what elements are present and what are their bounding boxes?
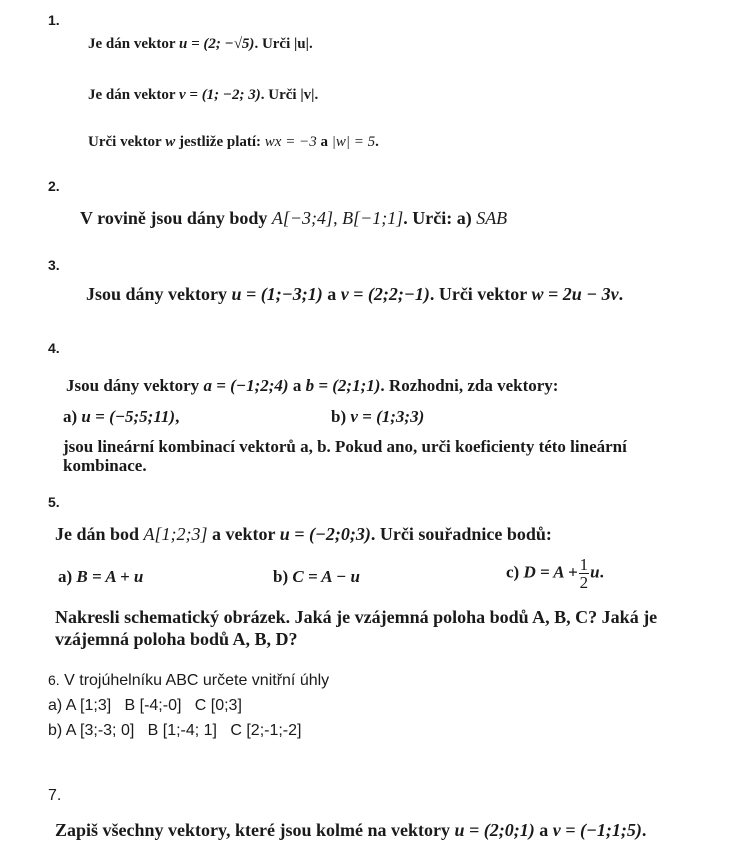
exercise-1b-math: v = (1; −2; 3) [178, 87, 261, 103]
exercise-3-m3: w = 2u − 3v [531, 284, 619, 304]
exercise-7-text: Zapiš všechny vektory, které jsou kolmé na vektory [55, 820, 455, 840]
exercise-7 [55, 820, 646, 841]
exercise-number-2: 2. [48, 178, 60, 194]
exercise-1c-mid: jestliže platí: [175, 134, 265, 150]
exercise-6a-label: a) [48, 697, 63, 714]
exercise-number-4: 4. [48, 340, 60, 356]
exercise-4-line3: jsou lineární kombinací vektorů a, b. Pokud ano, urči koeficienty této lineární kombinace. [63, 437, 627, 475]
exercise-3-tail: . [618, 284, 624, 304]
exercise-6b [48, 722, 301, 740]
exercise-3-a: a [322, 284, 341, 304]
exercise-1c-var: w [165, 134, 176, 150]
exercise-3-m2: v = (2;2;−1) [340, 284, 430, 304]
exercise-1c-a: a [316, 134, 332, 150]
exercise-6b-label: b) [48, 722, 63, 739]
exercise-3-m1: u = (1;−3;1) [231, 284, 323, 304]
exercise-4a [63, 407, 179, 427]
exercise-1c [88, 134, 379, 151]
exercise-2-m2: B[−1;1] [342, 208, 404, 228]
exercise-5-m2: u = (−2;0;3) [279, 524, 371, 544]
exercise-6b-point-c: C [2;-1;-2] [230, 722, 302, 739]
exercise-4-a: a [288, 376, 306, 395]
exercise-5a [58, 567, 143, 587]
exercise-1a-tail: . Urči |u|. [254, 36, 313, 52]
exercise-7-m2: v = (−1;1;5) [552, 820, 642, 840]
exercise-4b-math: v = (1;3;3) [350, 407, 425, 426]
exercise-7-tail: . [641, 820, 647, 840]
exercise-1c-tail: . [375, 134, 379, 150]
exercise-6b-point-b: B [1;-4; 1] [147, 722, 217, 739]
exercise-5-line1 [55, 524, 552, 545]
exercise-4-text: Jsou dány vektory [66, 376, 204, 395]
exercise-5c [506, 556, 604, 591]
exercise-4b [331, 407, 424, 427]
exercise-1a [88, 36, 313, 53]
exercise-2-text: V rovině jsou dány body [80, 208, 272, 228]
exercise-1b-tail: . Urči |v|. [260, 87, 319, 103]
exercise-6a [48, 697, 242, 715]
exercise-number-3: 3. [48, 257, 60, 273]
exercise-1c-text: Urči vektor [88, 134, 166, 150]
exercise-2 [80, 208, 507, 229]
exercise-6-title [48, 672, 329, 690]
exercise-5-text: Je dán bod [55, 524, 144, 544]
fraction-denominator: 2 [579, 573, 589, 592]
exercise-number-1: 1. [48, 12, 60, 28]
exercise-5-m1: A[1;2;3] [143, 524, 208, 544]
exercise-number-5: 5. [48, 494, 60, 510]
exercise-5a-label: a) [58, 567, 73, 586]
exercise-2-m1: A[−3;4] [271, 208, 334, 228]
exercise-2-tail: . Urči: a) [403, 208, 477, 228]
exercise-4b-label: b) [331, 407, 347, 426]
exercise-5-mid: a vektor [207, 524, 280, 544]
exercise-1b [88, 87, 318, 104]
exercise-number-7: 7. [48, 787, 62, 804]
exercise-7-a: a [534, 820, 553, 840]
exercise-4-tail: . Rozhodni, zda vektory: [380, 376, 559, 395]
exercise-5c-label: c) [506, 562, 520, 582]
exercise-6a-point-a: A [1;3] [65, 697, 112, 714]
exercise-4-m2: b = (2;1;1) [305, 376, 381, 395]
exercise-6-title-text: V trojúhelníku ABC určete vnitřní úhly [64, 672, 330, 689]
exercise-4-m1: a = (−1;2;4) [203, 376, 289, 395]
fraction-numerator: 1 [579, 555, 589, 574]
exercise-3-text: Jsou dány vektory [86, 284, 232, 304]
exercise-2-m3: SAB [476, 208, 508, 228]
exercise-5c-math-left: D = A + [523, 562, 578, 582]
exercise-6a-point-b: B [-4;-0] [124, 697, 182, 714]
exercise-3-mid: . Urči vektor [429, 284, 532, 304]
exercise-5c-tail: . [599, 562, 604, 582]
exercise-5b-label: b) [273, 567, 289, 586]
exercise-1a-math: u = (2; −√5) [178, 36, 255, 52]
exercise-2-sep: , [333, 208, 343, 228]
exercise-4a-label: a) [63, 407, 78, 426]
exercise-1a-text: Je dán vektor [88, 36, 179, 52]
exercise-4a-tail: , [175, 407, 180, 426]
exercise-5c-math-right: u [590, 562, 600, 582]
exercise-number-6: 6. [48, 672, 60, 688]
exercise-5-line3: Nakresli schematický obrázek. Jaká je vzájemná poloha bodů A, B, C? Jaká je vzájemná poloha bodů A, B, D? [55, 607, 658, 649]
exercise-4-line1 [66, 376, 558, 396]
exercise-1b-text: Je dán vektor [88, 87, 179, 103]
exercise-5a-math: B = A + u [76, 567, 144, 586]
fraction-one-half [579, 556, 590, 591]
exercise-4a-math: u = (−5;5;11) [81, 407, 176, 426]
exercise-5b-math: C = A − u [292, 567, 360, 586]
exercise-7-m1: u = (2;0;1) [454, 820, 535, 840]
exercise-3 [86, 284, 623, 305]
exercise-6a-point-c: C [0;3] [194, 697, 242, 714]
exercise-1c-math2: |w| = 5 [331, 134, 376, 150]
exercise-5-tail: . Urči souřadnice bodů: [370, 524, 552, 544]
exercise-5b [273, 567, 360, 587]
exercise-6b-point-a: A [3;-3; 0] [65, 722, 135, 739]
exercise-1c-math: wx = −3 [264, 134, 317, 150]
